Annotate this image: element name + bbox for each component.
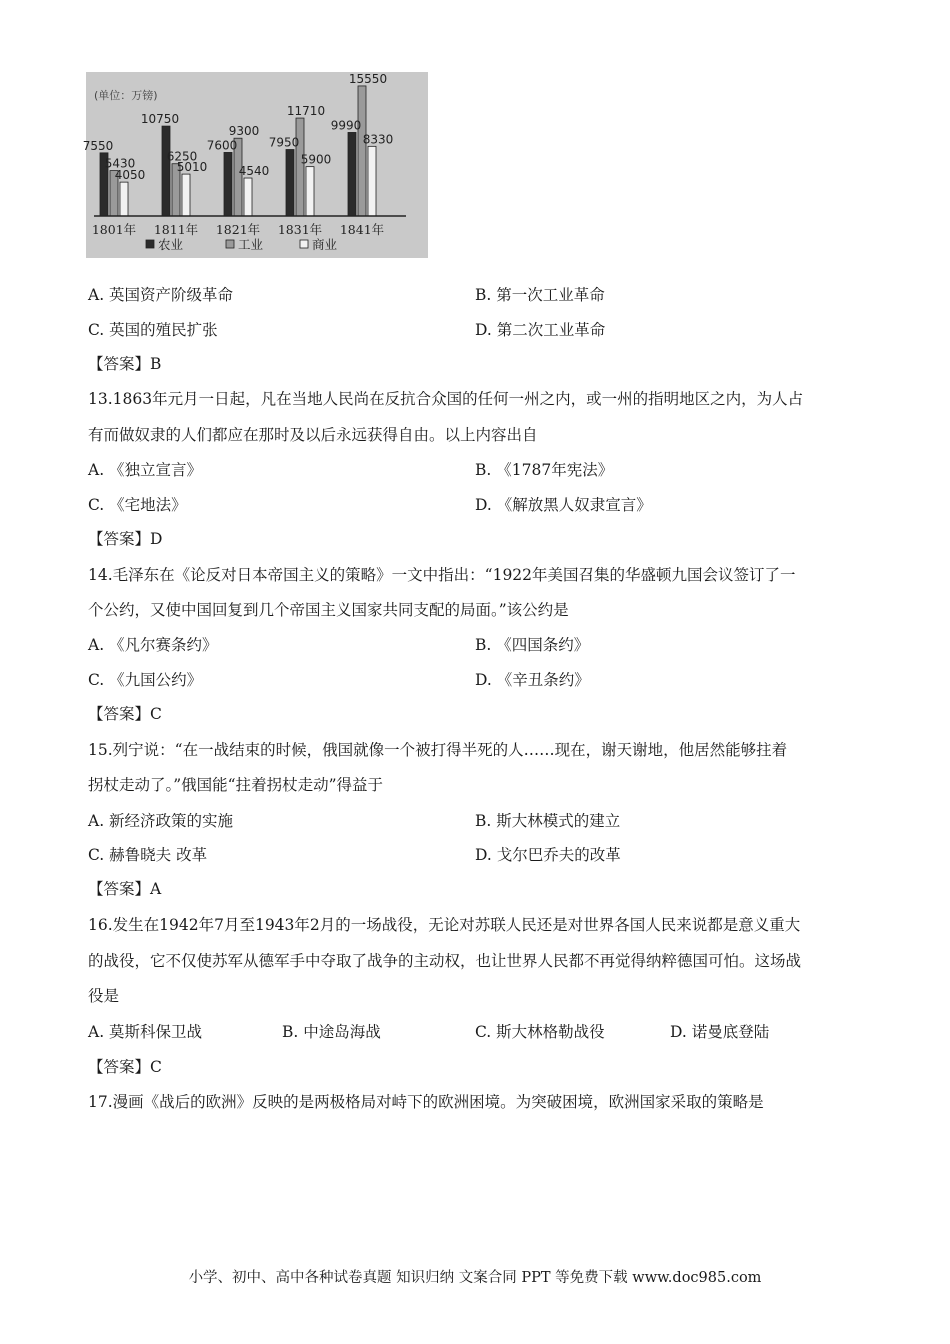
- bar-1-0: [162, 126, 170, 216]
- chart-svg: [82, 71, 428, 258]
- legend-swatch-1: [226, 240, 234, 248]
- legend-label-2: 商业: [312, 237, 338, 252]
- q12-option-c: C. 英国的殖民扩张: [88, 321, 218, 339]
- bar-label-4-1: 15550: [348, 71, 388, 86]
- bar-4-0: [348, 132, 356, 216]
- bar-label-2-1: 9300: [228, 124, 260, 139]
- bar-label-3-2: 5900: [300, 152, 332, 167]
- q14-option-a: A. 《凡尔赛条约》: [88, 636, 218, 654]
- q13-option-b: B. 《1787年宪法》: [475, 461, 614, 479]
- q15-answer: 【答案】A: [88, 880, 162, 898]
- legend-label-1: 工业: [238, 237, 264, 252]
- q12-answer: 【答案】B: [88, 355, 162, 373]
- q16-option-a: A. 莫斯科保卫战: [88, 1023, 203, 1041]
- legend-swatch-0: [146, 240, 154, 248]
- bar-0-2: [120, 182, 128, 216]
- bar-4-1: [358, 86, 366, 216]
- chart-categories: [92, 222, 384, 237]
- legend-label-0: 农业: [158, 237, 184, 252]
- bar-label-4-2: 8330: [362, 132, 394, 147]
- bar-label-0-0: 7550: [82, 138, 114, 153]
- q12-option-a: A. 英国资产阶级革命: [88, 286, 234, 304]
- q15-stem-line1: 15.列宁说：“在一战结束的时候，俄国就像一个被打得半死的人……现在，谢天谢地，他居然能够拄着: [88, 741, 788, 759]
- q15-option-d: D. 戈尔巴乔夫的改革: [475, 846, 621, 864]
- bar-label-1-2: 5010: [176, 160, 208, 175]
- q15-option-c: C. 赫鲁晓夫 改革: [88, 846, 208, 864]
- legend-swatch-2: [300, 240, 308, 248]
- q16-option-c: C. 斯大林格勒战役: [475, 1023, 605, 1041]
- bar-label-1-1: 6250: [166, 149, 198, 164]
- bar-4-2: [368, 146, 376, 216]
- category-label-3: 1831年: [277, 222, 323, 237]
- q14-option-b: B. 《四国条约》: [475, 636, 590, 654]
- q13-option-c: C. 《宅地法》: [88, 496, 187, 514]
- q12-option-b: B. 第一次工业革命: [475, 286, 605, 304]
- q13-option-a: A. 《独立宣言》: [88, 461, 203, 479]
- q17-stem-line1: 17.漫画《战后的欧洲》反映的是两极格局对峙下的欧洲困境。为突破困境，欧洲国家采取的策略是: [88, 1093, 764, 1111]
- category-label-1: 1811年: [153, 222, 199, 237]
- q14-option-d: D. 《辛丑条约》: [475, 671, 590, 689]
- bar-1-2: [182, 174, 190, 216]
- category-label-0: 1801年: [91, 222, 137, 237]
- q14-stem-line1: 14.毛泽东在《论反对日本帝国主义的策略》一文中指出：“1922年美国召集的华盛顿九国会议签订了一: [88, 566, 796, 584]
- q12-option-d: D. 第二次工业革命: [475, 321, 606, 339]
- bar-3-2: [306, 167, 314, 216]
- q16-option-b: B. 中途岛海战: [282, 1023, 381, 1041]
- q13-answer: 【答案】D: [88, 530, 163, 548]
- bar-label-3-0: 7950: [268, 135, 300, 150]
- bar-3-0: [286, 150, 294, 216]
- q16-option-d: D. 诺曼底登陆: [670, 1023, 770, 1041]
- bar-label-2-0: 7600: [206, 138, 238, 153]
- q16-stem-line2: 的战役，它不仅使苏军从德军手中夺取了战争的主动权，也让世界人民都不再觉得纳粹德国可怕。这场战: [88, 952, 802, 970]
- q15-option-a: A. 新经济政策的实施: [88, 812, 234, 830]
- bar-label-3-1: 11710: [286, 104, 326, 119]
- q14-stem-line2: 个公约，又使中国回复到几个帝国主义国家共同支配的局面。”该公约是: [88, 601, 569, 619]
- bar-chart: [82, 71, 428, 258]
- q14-option-c: C. 《九国公约》: [88, 671, 203, 689]
- q13-stem-line2: 有而做奴隶的人们都应在那时及以后永远获得自由。以上内容出自: [88, 426, 538, 444]
- q14-answer: 【答案】C: [88, 705, 162, 723]
- category-label-4: 1841年: [339, 222, 385, 237]
- q16-answer: 【答案】C: [88, 1058, 162, 1076]
- bar-label-1-0: 10750: [140, 112, 180, 127]
- bar-label-2-2: 4540: [238, 164, 270, 179]
- bar-2-2: [244, 178, 252, 216]
- bar-3-1: [296, 118, 304, 216]
- category-label-2: 1821年: [215, 222, 261, 237]
- q15-stem-line2: 拐杖走动了。”俄国能“拄着拐杖走动”得益于: [88, 776, 384, 794]
- chart-unit-label: (单位：万镑): [94, 89, 158, 102]
- q16-stem-line3: 役是: [88, 987, 120, 1005]
- bar-label-4-0: 9990: [330, 118, 362, 133]
- q15-option-b: B. 斯大林模式的建立: [475, 812, 621, 830]
- bar-2-0: [224, 152, 232, 216]
- bar-label-0-1: 5430: [104, 156, 136, 171]
- page-footer: 小学、初中、高中各种试卷真题 知识归纳 文案合同 PPT 等免费下载 www.doc985.com: [188, 1270, 762, 1286]
- q16-stem-line1: 16.发生在1942年7月至1943年2月的一场战役，无论对苏联人民还是对世界各国人民来说都是意义重大: [88, 916, 801, 934]
- bar-label-0-2: 4050: [114, 168, 146, 183]
- q13-option-d: D. 《解放黑人奴隶宣言》: [475, 496, 652, 514]
- q13-stem-line1: 13.1863年元月一日起，凡在当地人民尚在反抗合众国的任何一州之内，或一州的指明地区之内，为人占: [88, 390, 804, 408]
